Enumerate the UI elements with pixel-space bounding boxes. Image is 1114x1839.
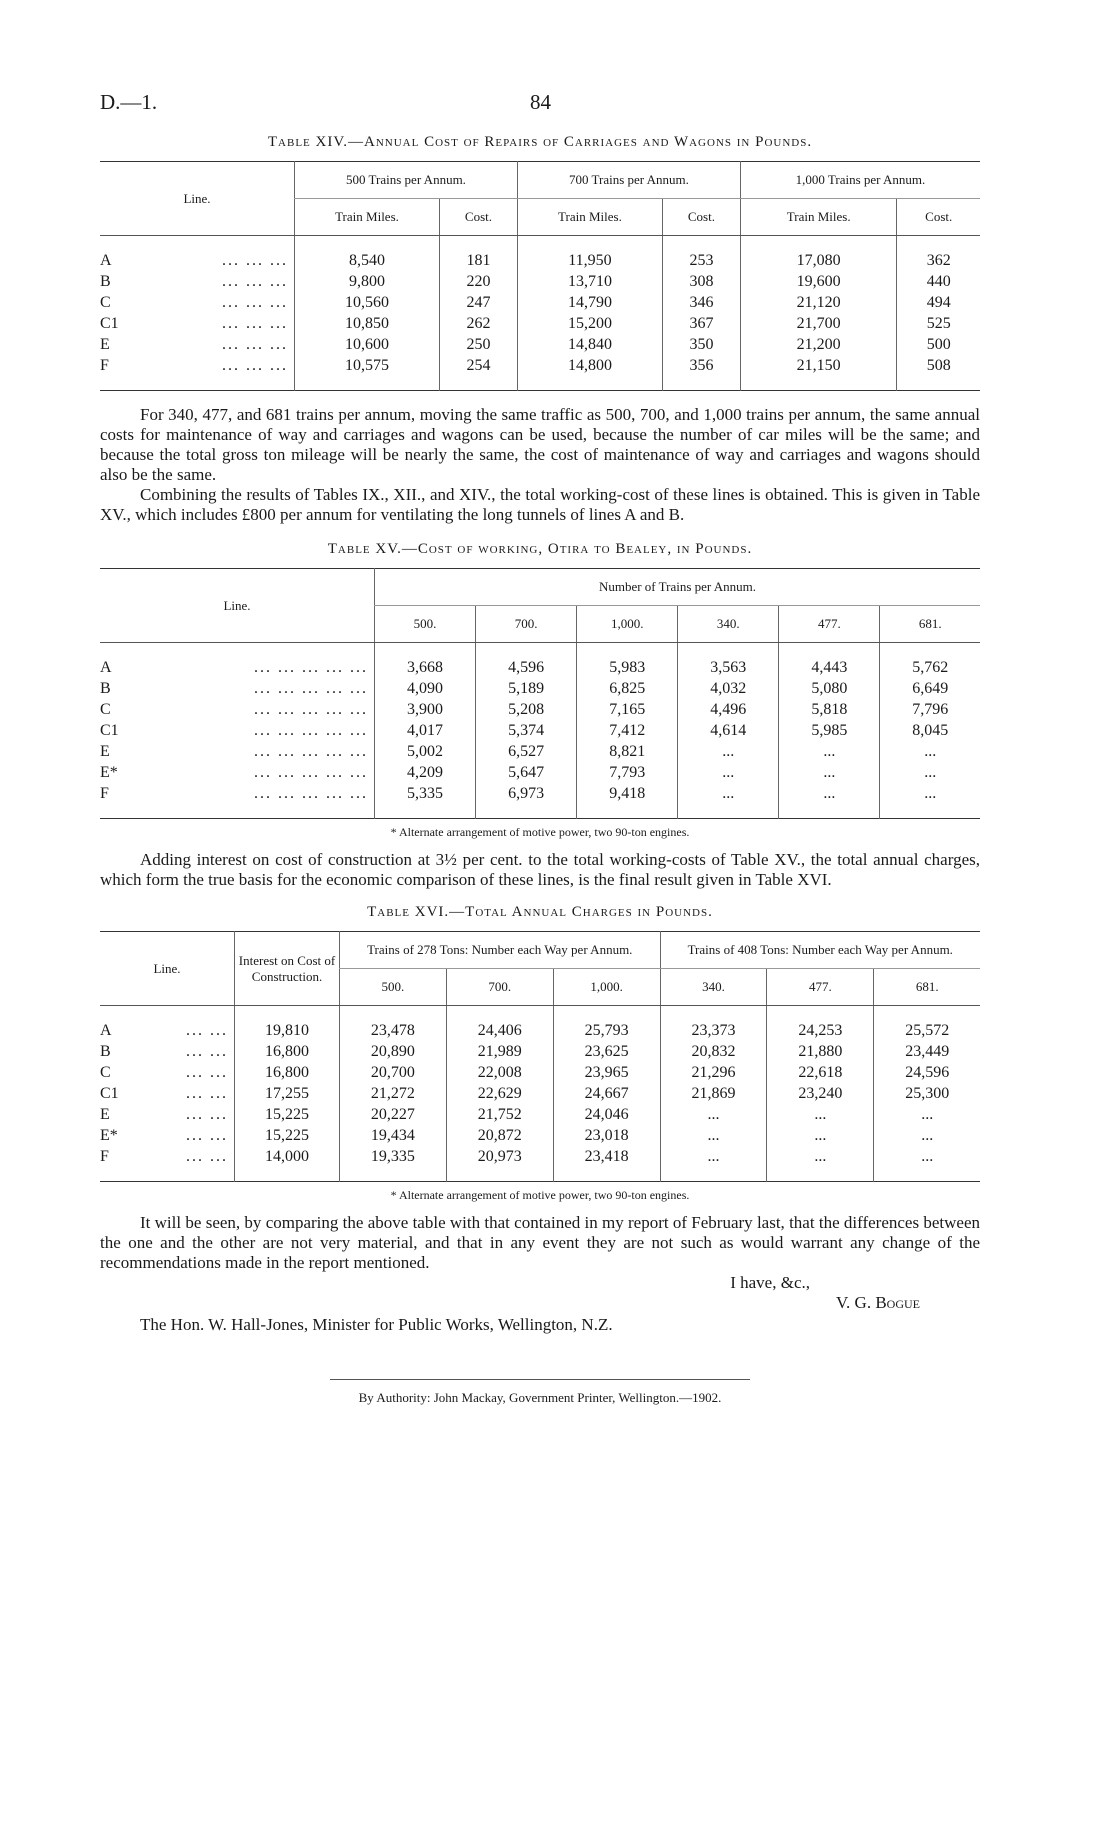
table-row [100, 250, 980, 271]
column-header: 700. [446, 969, 553, 1006]
value-cell: 20,832 [660, 1041, 767, 1062]
line-label: F [100, 784, 109, 802]
value-cell: 23,625 [553, 1041, 660, 1062]
printer-authority: By Authority: John Mackay, Government Printer, Wellington.—1902. [330, 1379, 750, 1406]
value-cell: ... [767, 1125, 874, 1146]
value-cell: 7,165 [577, 699, 678, 720]
value-cell: ... [874, 1146, 980, 1167]
value-cell: 508 [897, 355, 980, 376]
value-cell: 7,796 [880, 699, 980, 720]
column-header: Cost. [662, 199, 740, 236]
leader-dots: ... ... ... [222, 272, 288, 290]
interest-cell: 16,800 [235, 1041, 340, 1062]
line-label: C [100, 1063, 111, 1081]
value-cell: 19,335 [340, 1146, 447, 1167]
value-cell: 23,965 [553, 1062, 660, 1083]
line-label: C1 [100, 1084, 119, 1102]
value-cell: 20,973 [446, 1146, 553, 1167]
column-header: 477. [767, 969, 874, 1006]
table-row [100, 1146, 980, 1167]
table-row [100, 783, 980, 804]
leader-dots: ... ... [186, 1084, 228, 1102]
line-label: B [100, 679, 111, 697]
interest-cell: 17,255 [235, 1083, 340, 1104]
value-cell: 500 [897, 334, 980, 355]
table-row [100, 720, 980, 741]
value-cell: 6,973 [476, 783, 577, 804]
value-cell: 21,272 [340, 1083, 447, 1104]
document-reference: D.—1. [100, 90, 158, 114]
value-cell: 350 [662, 334, 740, 355]
column-header: Train Miles. [740, 199, 896, 236]
table-row [100, 762, 980, 783]
table-row [100, 741, 980, 762]
table-15-title: Table XV.—Cost of working, Otira to Bealey, in Pounds. [327, 541, 753, 557]
table-16 [100, 931, 980, 1182]
value-cell: 6,825 [577, 678, 678, 699]
value-cell: 9,418 [577, 783, 678, 804]
value-cell: 15,200 [517, 313, 662, 334]
line-label: B [100, 1042, 111, 1060]
table-row [100, 1125, 980, 1146]
interest-cell: 14,000 [235, 1146, 340, 1167]
column-header: 681. [874, 969, 980, 1006]
value-cell: 367 [662, 313, 740, 334]
column-header: Cost. [897, 199, 980, 236]
leader-dots: ... ... ... [222, 356, 288, 374]
signature: V. G. Bogue [835, 1293, 920, 1312]
value-cell: 10,560 [295, 292, 440, 313]
line-label: E [100, 1105, 110, 1123]
line-header: Line. [100, 932, 235, 1006]
group-header-700: 700 Trains per Annum. [517, 162, 740, 199]
value-cell: ... [767, 1146, 874, 1167]
value-cell: 4,032 [678, 678, 779, 699]
table-row [100, 1083, 980, 1104]
line-label: A [100, 658, 112, 676]
value-cell: ... [660, 1104, 767, 1125]
value-cell: 5,762 [880, 657, 980, 678]
value-cell: 494 [897, 292, 980, 313]
leader-dots: ... ... [186, 1021, 228, 1039]
column-header: 700. [476, 606, 577, 643]
value-cell: 8,540 [295, 250, 440, 271]
leader-dots: ... ... ... ... ... [254, 658, 368, 676]
line-label: B [100, 272, 111, 290]
line-label: A [100, 1021, 112, 1039]
value-cell: 8,821 [577, 741, 678, 762]
trains-per-annum-header: Number of Trains per Annum. [375, 569, 981, 606]
value-cell: 5,374 [476, 720, 577, 741]
interest-cell: 16,800 [235, 1062, 340, 1083]
value-cell: 23,449 [874, 1041, 980, 1062]
value-cell: 7,412 [577, 720, 678, 741]
paragraph-2: Combining the results of Tables IX., XII., and XIV., the total working-cost of these lines is obtained. This is given in Table XV., which includes £800 per annum for ventilating the long tunnels of lines A and B. [100, 485, 980, 524]
value-cell: 22,618 [767, 1062, 874, 1083]
table-row [100, 699, 980, 720]
value-cell: ... [874, 1125, 980, 1146]
page-header [100, 90, 980, 126]
leader-dots: ... ... ... [222, 314, 288, 332]
value-cell: 254 [439, 355, 517, 376]
interest-cell: 15,225 [235, 1125, 340, 1146]
table-row [100, 678, 980, 699]
value-cell: 23,018 [553, 1125, 660, 1146]
value-cell: 5,335 [375, 783, 476, 804]
paragraph-4: It will be seen, by comparing the above table with that contained in my report of February last, that the differences between the one and the other are not very material, and that in any event they are not such as would warrant any change of the recommendations made in the report mentioned. [100, 1213, 980, 1272]
column-header: 500. [375, 606, 476, 643]
line-label: F [100, 356, 109, 374]
value-cell: ... [880, 762, 980, 783]
value-cell: 253 [662, 250, 740, 271]
table-14 [100, 161, 980, 391]
value-cell: 356 [662, 355, 740, 376]
line-label: F [100, 1147, 109, 1165]
value-cell: 4,209 [375, 762, 476, 783]
value-cell: 3,563 [678, 657, 779, 678]
value-cell: 4,443 [779, 657, 880, 678]
leader-dots: ... ... ... ... ... [254, 721, 368, 739]
page-number: 84 [530, 90, 551, 114]
value-cell: 24,406 [446, 1020, 553, 1041]
table-14-title: Table XIV.—Annual Cost of Repairs of Carriages and Wagons in Pounds. [267, 134, 813, 150]
line-header: Line. [100, 569, 375, 643]
value-cell: 21,869 [660, 1083, 767, 1104]
column-header: 340. [678, 606, 779, 643]
value-cell: 10,575 [295, 355, 440, 376]
line-label: A [100, 251, 112, 269]
group-header-500: 500 Trains per Annum. [295, 162, 518, 199]
value-cell: 362 [897, 250, 980, 271]
table-row [100, 1062, 980, 1083]
addressee: The Hon. W. Hall-Jones, Minister for Public Works, Wellington, N.Z. [140, 1315, 613, 1334]
value-cell: ... [880, 741, 980, 762]
leader-dots: ... ... ... [222, 293, 288, 311]
group-header-1000: 1,000 Trains per Annum. [740, 162, 980, 199]
value-cell: ... [880, 783, 980, 804]
trains-408-tons-header: Trains of 408 Tons: Number each Way per Annum. [660, 932, 980, 969]
line-label: C1 [100, 721, 119, 739]
leader-dots: ... ... ... [222, 251, 288, 269]
value-cell: 5,818 [779, 699, 880, 720]
value-cell: 19,600 [740, 271, 896, 292]
value-cell: 247 [439, 292, 517, 313]
value-cell: 4,090 [375, 678, 476, 699]
value-cell: 4,496 [678, 699, 779, 720]
leader-dots: ... ... [186, 1063, 228, 1081]
value-cell: 5,208 [476, 699, 577, 720]
paragraph-1: For 340, 477, and 681 trains per annum, moving the same traffic as 500, 700, and 1,000 trains per annum, the same annual costs for maintenance of way and carriages and wagons can be used, because the number of car miles will be the same; and because the total gross ton mileage will be nearly the same, the cost of maintenance of way and carriages and wagons should also be the same. [100, 405, 980, 484]
value-cell: 5,189 [476, 678, 577, 699]
value-cell: ... [678, 762, 779, 783]
leader-dots: ... ... ... ... ... [254, 763, 368, 781]
value-cell: 25,793 [553, 1020, 660, 1041]
column-header: Train Miles. [295, 199, 440, 236]
column-header: Train Miles. [517, 199, 662, 236]
value-cell: 24,046 [553, 1104, 660, 1125]
leader-dots: ... ... [186, 1105, 228, 1123]
table-row [100, 657, 980, 678]
value-cell: 21,120 [740, 292, 896, 313]
line-label: E [100, 335, 110, 353]
table-row [100, 1020, 980, 1041]
column-header: 1,000. [577, 606, 678, 643]
value-cell: 21,989 [446, 1041, 553, 1062]
value-cell: ... [779, 762, 880, 783]
table-row [100, 313, 980, 334]
value-cell: ... [678, 783, 779, 804]
value-cell: 14,800 [517, 355, 662, 376]
table-row [100, 334, 980, 355]
table-16-title: Table XVI.—Total Annual Charges in Pounds. [367, 904, 713, 920]
line-label: E* [100, 763, 118, 781]
value-cell: 23,478 [340, 1020, 447, 1041]
value-cell: 346 [662, 292, 740, 313]
line-label: C [100, 293, 111, 311]
value-cell: 14,840 [517, 334, 662, 355]
table-row [100, 292, 980, 313]
value-cell: 4,596 [476, 657, 577, 678]
value-cell: 11,950 [517, 250, 662, 271]
value-cell: 5,985 [779, 720, 880, 741]
value-cell: 25,572 [874, 1020, 980, 1041]
table-row [100, 1104, 980, 1125]
column-header: 1,000. [553, 969, 660, 1006]
value-cell: 24,253 [767, 1020, 874, 1041]
value-cell: ... [779, 783, 880, 804]
value-cell: 22,008 [446, 1062, 553, 1083]
value-cell: 262 [439, 313, 517, 334]
table-row [100, 355, 980, 376]
table-row [100, 1041, 980, 1062]
interest-cell: 19,810 [235, 1020, 340, 1041]
value-cell: 14,790 [517, 292, 662, 313]
table-row [100, 271, 980, 292]
paragraph-3: Adding interest on cost of construction at 3½ per cent. to the total working-costs of Table XV., the total annual charges, which form the true basis for the economic comparison of these lines, is the final result given in Table XVI. [100, 850, 980, 889]
value-cell: 308 [662, 271, 740, 292]
value-cell: 21,752 [446, 1104, 553, 1125]
table-15-footnote: * Alternate arrangement of motive power, two 90-ton engines. [390, 825, 690, 839]
value-cell: 21,200 [740, 334, 896, 355]
value-cell: 250 [439, 334, 517, 355]
leader-dots: ... ... [186, 1042, 228, 1060]
value-cell: ... [660, 1125, 767, 1146]
value-cell: 21,296 [660, 1062, 767, 1083]
leader-dots: ... ... ... ... ... [254, 700, 368, 718]
leader-dots: ... ... ... ... ... [254, 679, 368, 697]
interest-header: Interest on Cost of Construction. [235, 932, 340, 1006]
value-cell: 8,045 [880, 720, 980, 741]
trains-278-tons-header: Trains of 278 Tons: Number each Way per Annum. [340, 932, 661, 969]
line-label: C [100, 700, 111, 718]
column-header: Cost. [439, 199, 517, 236]
value-cell: 10,600 [295, 334, 440, 355]
leader-dots: ... ... [186, 1147, 228, 1165]
value-cell: 3,668 [375, 657, 476, 678]
leader-dots: ... ... ... ... ... [254, 784, 368, 802]
value-cell: 20,227 [340, 1104, 447, 1125]
line-header: Line. [100, 162, 295, 236]
value-cell: 23,418 [553, 1146, 660, 1167]
value-cell: 21,880 [767, 1041, 874, 1062]
value-cell: 181 [439, 250, 517, 271]
value-cell: 5,080 [779, 678, 880, 699]
value-cell: 20,700 [340, 1062, 447, 1083]
value-cell: 21,700 [740, 313, 896, 334]
leader-dots: ... ... ... [222, 335, 288, 353]
value-cell: 10,850 [295, 313, 440, 334]
column-header: 477. [779, 606, 880, 643]
column-header: 500. [340, 969, 447, 1006]
value-cell: 23,373 [660, 1020, 767, 1041]
line-label: C1 [100, 314, 119, 332]
leader-dots: ... ... ... ... ... [254, 742, 368, 760]
column-header: 340. [660, 969, 767, 1006]
value-cell: 5,002 [375, 741, 476, 762]
value-cell: 440 [897, 271, 980, 292]
value-cell: 4,017 [375, 720, 476, 741]
line-label: E [100, 742, 110, 760]
value-cell: 21,150 [740, 355, 896, 376]
value-cell: 5,647 [476, 762, 577, 783]
value-cell: 17,080 [740, 250, 896, 271]
value-cell: 9,800 [295, 271, 440, 292]
line-label: E* [100, 1126, 118, 1144]
value-cell: 6,527 [476, 741, 577, 762]
table-15 [100, 568, 980, 819]
value-cell: 24,596 [874, 1062, 980, 1083]
table-16-footnote: * Alternate arrangement of motive power, two 90-ton engines. [390, 1188, 690, 1202]
value-cell: 13,710 [517, 271, 662, 292]
value-cell: 20,872 [446, 1125, 553, 1146]
value-cell: 7,793 [577, 762, 678, 783]
value-cell: ... [779, 741, 880, 762]
value-cell: 19,434 [340, 1125, 447, 1146]
value-cell: 24,667 [553, 1083, 660, 1104]
value-cell: 20,890 [340, 1041, 447, 1062]
interest-cell: 15,225 [235, 1104, 340, 1125]
value-cell: 220 [439, 271, 517, 292]
value-cell: 25,300 [874, 1083, 980, 1104]
value-cell: 22,629 [446, 1083, 553, 1104]
value-cell: 3,900 [375, 699, 476, 720]
value-cell: 5,983 [577, 657, 678, 678]
value-cell: 525 [897, 313, 980, 334]
value-cell: 6,649 [880, 678, 980, 699]
value-cell: ... [660, 1146, 767, 1167]
value-cell: ... [767, 1104, 874, 1125]
value-cell: ... [678, 741, 779, 762]
value-cell: 23,240 [767, 1083, 874, 1104]
column-header: 681. [880, 606, 980, 643]
closing-phrase: I have, &c., [730, 1273, 810, 1292]
leader-dots: ... ... [186, 1126, 228, 1144]
value-cell: 4,614 [678, 720, 779, 741]
value-cell: ... [874, 1104, 980, 1125]
document-page [100, 90, 980, 1406]
